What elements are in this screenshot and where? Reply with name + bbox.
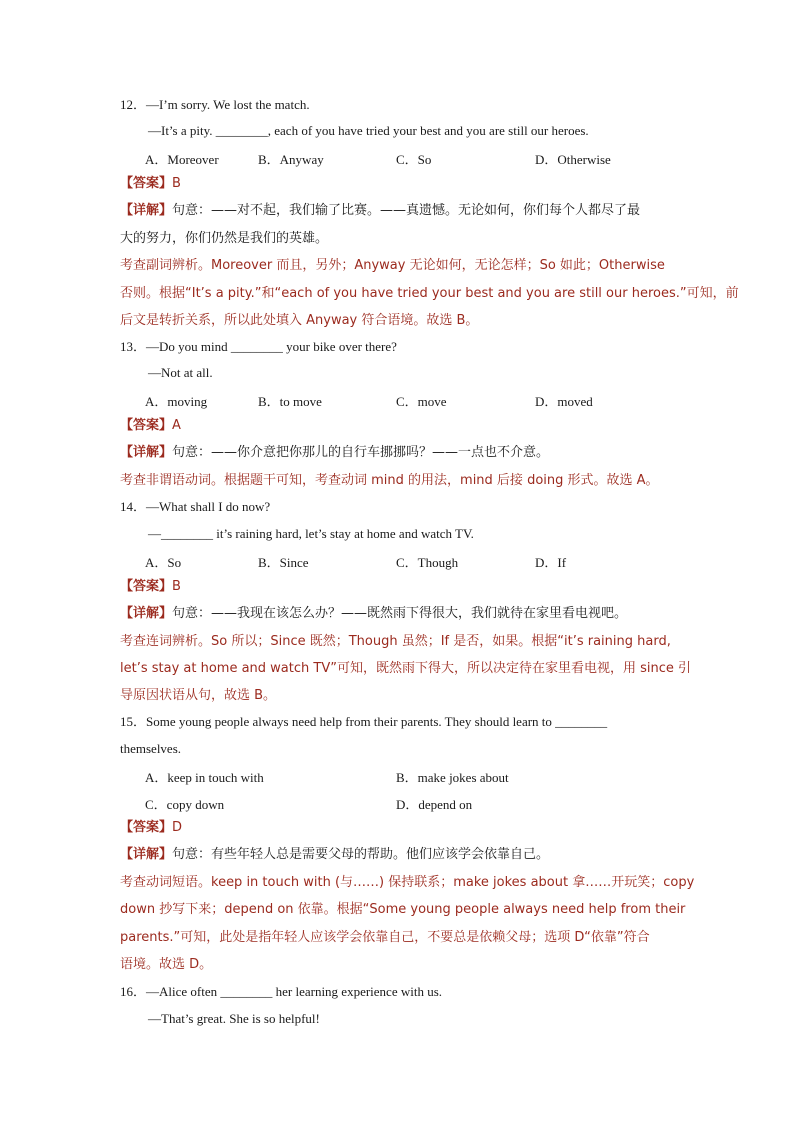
q14-option-d: D．If (535, 555, 567, 570)
q12-option-d: D．Otherwise (535, 152, 611, 167)
q13-option-c: C．move (396, 394, 447, 409)
q12-option-a: A．Moreover (145, 152, 219, 167)
q13-detail: 【详解】句意：——你介意把你那儿的自行车挪挪吗？——一点也不介意。 (120, 445, 550, 460)
q15-stem: 15．Some young people always need help from their parents. They should learn to ________ (120, 714, 608, 729)
q13-option-d: D．moved (535, 394, 593, 409)
q13-stem: 13．—Do you mind ________ your bike over there? (120, 339, 397, 354)
q14-explanation-1: 考查连词辨析。So 所以；Since 既然；Though 虽然；If 是否，如果。根据“it’s raining hard, (120, 634, 671, 649)
q15-option-b: B．make jokes about (396, 770, 509, 785)
q15-explanation-2: down 抄写下来；depend on 依靠。根据“Some young people always need help from their (120, 902, 686, 917)
q13-explanation-1: 考查非谓语动词。根据题干可知，考查动词 mind 的用法，mind 后接 doing 形式。故选 A。 (120, 473, 659, 488)
q15-option-a: A．keep in touch with (145, 770, 264, 785)
q13-stem-reply: —Not at all. (148, 365, 213, 380)
q14-option-a: A．So (145, 555, 182, 570)
q12-explanation-3: 后文是转折关系，所以此处填入 Anyway 符合语境。故选 B。 (120, 313, 479, 328)
q12-answer: 【答案】B (120, 176, 181, 191)
q14-answer: 【答案】B (120, 579, 181, 594)
q14-explanation-3: 导原因状语从句，故选 B。 (120, 688, 277, 703)
q12-explanation-1: 考查副词辨析。Moreover 而且，另外；Anyway 无论如何，无论怎样；So 如此；Otherwise (120, 258, 665, 273)
q15-explanation-4: 语境。故选 D。 (120, 957, 213, 972)
q15-option-d: D．depend on (396, 797, 473, 812)
q12-option-c: C．So (396, 152, 432, 167)
q15-stem-cont: themselves. (120, 741, 182, 756)
q13-option-b: B．to move (258, 394, 322, 409)
q15-explanation-3: parents.”可知，此处是指年轻人应该学会依靠自己，不要总是依赖父母；选项 D“依靠”符合 (120, 930, 650, 945)
q14-detail: 【详解】句意：——我现在该怎么办？——既然雨下得很大，我们就待在家里看电视吧。 (120, 606, 628, 621)
q14-stem-reply: —________ it’s raining hard, let’s stay at home and watch TV. (148, 526, 474, 541)
q16-stem-reply: —That’s great. She is so helpful! (148, 1011, 320, 1026)
q15-answer: 【答案】D (120, 820, 183, 835)
q13-option-a: A．moving (145, 394, 208, 409)
q15-option-c: C．copy down (145, 797, 225, 812)
q12-stem-reply: —It’s a pity. ________, each of you have tried your best and you are still our heroes. (148, 123, 589, 138)
q14-stem: 14．—What shall I do now? (120, 499, 271, 514)
q12-detail: 【详解】句意：——对不起，我们输了比赛。——真遗憾。无论如何，你们每个人都尽了最 (120, 203, 641, 218)
q12-detail-cont: 大的努力，你们仍然是我们的英雄。 (120, 231, 329, 246)
q16-stem: 16．—Alice often ________ her learning experience with us. (120, 984, 443, 999)
q12-stem: 12．—I’m sorry. We lost the match. (120, 97, 310, 112)
q13-answer: 【答案】A (120, 418, 181, 433)
q12-explanation-2: 否则。根据“It’s a pity.”和“each of you have tried your best and you are still our heroes.”可知，前 (120, 286, 739, 301)
q15-detail: 【详解】句意：有些年轻人总是需要父母的帮助。他们应该学会依靠自己。 (120, 847, 550, 862)
q14-option-c: C．Though (396, 555, 459, 570)
q14-explanation-2: let’s stay at home and watch TV”可知，既然雨下得大，所以决定待在家里看电视，用 since 引 (120, 661, 691, 676)
q15-explanation-1: 考查动词短语。keep in touch with (与……) 保持联系；make jokes about 拿……开玩笑；copy (120, 875, 695, 890)
q14-option-b: B．Since (258, 555, 309, 570)
q12-option-b: B．Anyway (258, 152, 324, 167)
